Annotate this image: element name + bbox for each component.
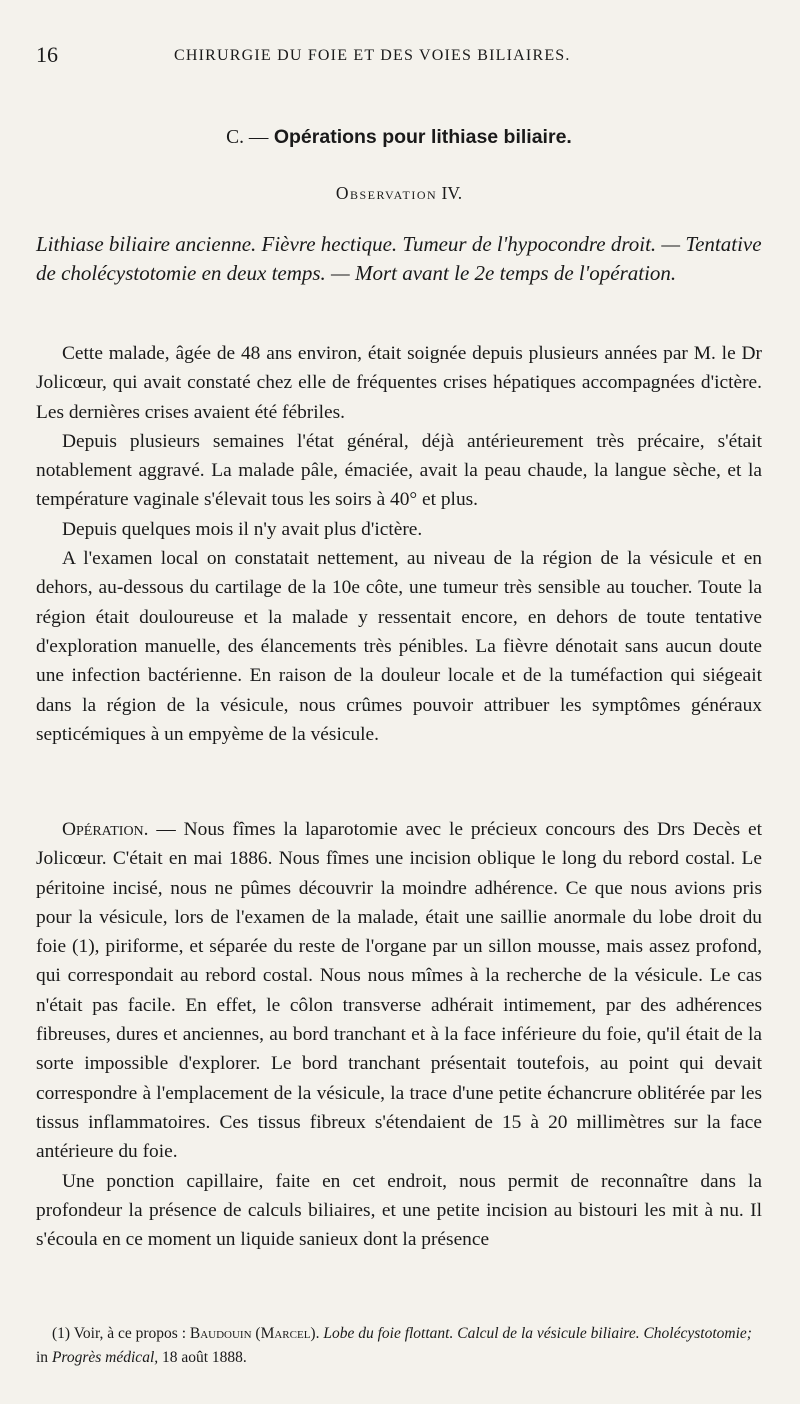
footnote-in: in: [36, 1349, 49, 1366]
footnote-date: 18 août 1888.: [162, 1349, 247, 1366]
footnote-title: Lobe du foie flottant. Calcul de la vésicule biliaire. Cholécystotomie;: [323, 1325, 752, 1342]
section-letter: C. —: [226, 127, 269, 148]
case-summary: Lithiase biliaire ancienne. Fièvre hectique. Tumeur de l'hypocondre droit. — Tentative de cholécystotomie en deux temps. — Mort avant le 2e temps de l'opération.: [36, 232, 762, 285]
paragraph: [36, 815, 762, 1167]
footnote-marker: (1): [52, 1325, 71, 1342]
footnote-journal: Progrès médical,: [51, 1349, 159, 1366]
paragraph: A l'examen local on constatait nettement, au niveau de la région de la vésicule et en dehors, au-dessous du cartilage de la 10e côte, une tumeur très sensible au toucher. Toute la région était douloureuse et la malade y ressentait encore, en dehors de toute tentative d'exploration manuelle, des élancements très pénibles. La fièvre dénotait sans aucun doute une infection bactérienne. En raison de la douleur locale et de la tuméfaction qui siégeait dans la région de la vésicule, nous crûmes pouvoir attribuer les symptômes généraux septicémiques à un empyème de la vésicule.: [36, 548, 762, 745]
paragraph: Cette malade, âgée de 48 ans environ, était soignée depuis plusieurs années par M. le Dr Jolicœur, qui avait constaté chez elle de fréquentes crises hépatiques accompagnées d'ictère. Les dernières crises avaient été fébriles.: [36, 343, 762, 423]
paragraph: Depuis plusieurs semaines l'état général, déjà antérieurement très précaire, s'était notablement aggravé. La malade pâle, émaciée, avait la peau chaude, la langue sèche, et la température vaginale s'élevait tous les soirs à 40° et plus.: [36, 430, 762, 511]
page-number: 16: [36, 42, 58, 67]
section-title-text: Opérations pour lithiase biliaire.: [273, 126, 572, 148]
observation-heading: [36, 183, 762, 204]
operation-text: [36, 815, 762, 1254]
running-head: [36, 42, 762, 72]
paragraph: Depuis quelques mois il n'y avait plus d'ictère.: [62, 518, 423, 540]
paragraph: Une ponction capillaire, faite en cet endroit, nous permit de reconnaître dans la profondeur la présence de calculs biliaires, et une petite incision au bistouri les mit à nu. Il s'écoula en ce moment un liquide sanieux dont la présence: [36, 1170, 762, 1251]
operation-paragraph-text: Nous fîmes la laparotomie avec le précieux concours des Drs Decès et Jolicœur. C'était en mai 1886. Nous fîmes une incision oblique le long du rebord costal. Le péritoine incisé, nous ne pûmes découvrir la moindre adhérence. Ce que nous avions pris pour la vésicule, lors de l'examen de la malade, était une saillie anormale du lobe droit du foie (1), piriforme, et séparée du reste de l'organe par un sillon mousse, mais assez profond, qui correspondait au rebord costal. Nous nous mîmes à la recherche de la vésicule. Le cas n'était pas facile. En effet, le côlon transverse adhérait intimement, par des adhérences fibreuses, dures et anciennes, au bord tranchant et à la face inférieure du foie, qu'il était de la sorte impossible d'explorer. Le bord tranchant présentait toutefois, au point qui devait correspondre à l'emplacement de la vésicule, la trace d'une petite échancrure oblitérée par les tissus inflammatoires. Ces tissus fibreux s'étendaient de 15 à 20 millimètres sur la face antérieure du foie.: [36, 819, 763, 1163]
footnote: [36, 1322, 762, 1370]
history-text: [36, 339, 762, 749]
observation-number: IV.: [441, 183, 463, 203]
section-title: [36, 126, 762, 149]
running-title: CHIRURGIE DU FOIE ET DES VOIES BILIAIRES.: [174, 47, 571, 64]
operation-label: Opération. —: [62, 819, 176, 840]
footnote-text: [36, 1322, 762, 1370]
footnote-intro: Voir, à ce propos :: [73, 1325, 186, 1342]
observation-label: Observation: [335, 183, 438, 203]
footnote-author: Baudouin (Marcel).: [189, 1325, 320, 1342]
